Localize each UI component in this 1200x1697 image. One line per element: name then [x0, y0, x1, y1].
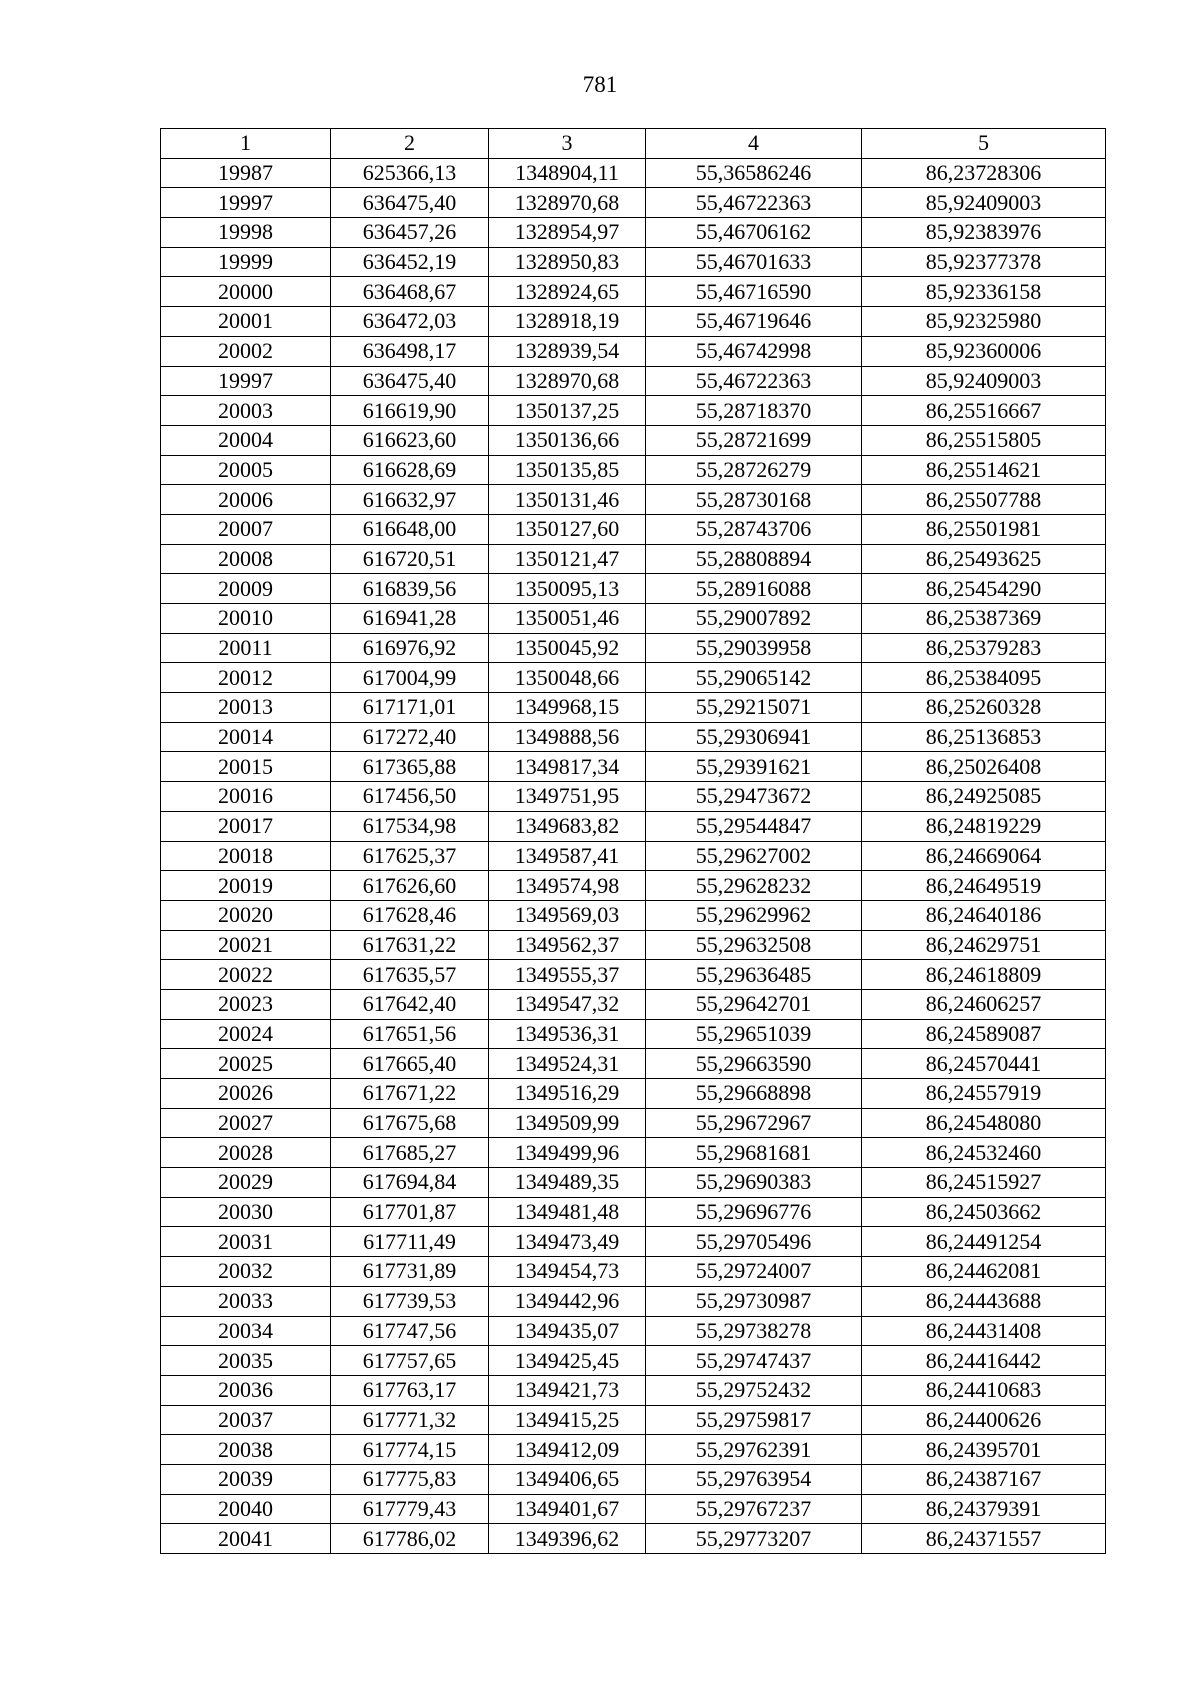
- table-cell: 1349481,48: [489, 1197, 646, 1227]
- table-cell: 616619,90: [331, 396, 489, 426]
- table-cell: 20021: [161, 930, 331, 960]
- table-cell: 55,29642701: [646, 989, 862, 1019]
- table-cell: 1350048,66: [489, 663, 646, 693]
- table-cell: 617171,01: [331, 693, 489, 723]
- column-header-1: 1: [161, 129, 331, 159]
- table-cell: 1328939,54: [489, 336, 646, 366]
- table-cell: 86,24669064: [862, 841, 1106, 871]
- table-cell: 19998: [161, 218, 331, 248]
- table-cell: 55,29762391: [646, 1435, 862, 1465]
- table-cell: 55,29681681: [646, 1138, 862, 1168]
- table-cell: 20004: [161, 425, 331, 455]
- table-cell: 55,28743706: [646, 514, 862, 544]
- table-row: [161, 752, 1106, 782]
- table-cell: 1349473,49: [489, 1227, 646, 1257]
- table-cell: 86,25379283: [862, 633, 1106, 663]
- table-cell: 20017: [161, 811, 331, 841]
- table-cell: 617665,40: [331, 1049, 489, 1079]
- table-cell: 86,24395701: [862, 1435, 1106, 1465]
- table-row: [161, 425, 1106, 455]
- table-row: [161, 1375, 1106, 1405]
- table-cell: 86,24819229: [862, 811, 1106, 841]
- table-cell: 1328924,65: [489, 277, 646, 307]
- table-cell: 1349683,82: [489, 811, 646, 841]
- table-cell: 86,25515805: [862, 425, 1106, 455]
- table-cell: 1349587,41: [489, 841, 646, 871]
- table-cell: 55,28808894: [646, 544, 862, 574]
- table-cell: 617757,65: [331, 1346, 489, 1376]
- table-cell: 1349968,15: [489, 693, 646, 723]
- table-cell: 55,29306941: [646, 722, 862, 752]
- table-cell: 1349421,73: [489, 1375, 646, 1405]
- table-cell: 20009: [161, 574, 331, 604]
- table-row: [161, 1286, 1106, 1316]
- table-body: [161, 158, 1106, 1553]
- table-cell: 617534,98: [331, 811, 489, 841]
- table-cell: 1350051,46: [489, 604, 646, 634]
- table-cell: 20006: [161, 485, 331, 515]
- table-cell: 55,29627002: [646, 841, 862, 871]
- table-cell: 86,24379391: [862, 1494, 1106, 1524]
- header-row: [161, 129, 1106, 159]
- table-cell: 1349562,37: [489, 930, 646, 960]
- table-cell: 1328954,97: [489, 218, 646, 248]
- table-cell: 617626,60: [331, 871, 489, 901]
- table-cell: 1349425,45: [489, 1346, 646, 1376]
- table-cell: 86,24387167: [862, 1464, 1106, 1494]
- table-cell: 85,92383976: [862, 218, 1106, 248]
- table-cell: 20027: [161, 1108, 331, 1138]
- table-cell: 86,25514621: [862, 455, 1106, 485]
- table-cell: 1350137,25: [489, 396, 646, 426]
- table-cell: 636457,26: [331, 218, 489, 248]
- table-cell: 617365,88: [331, 752, 489, 782]
- table-cell: 1350095,13: [489, 574, 646, 604]
- table-cell: 616976,92: [331, 633, 489, 663]
- table-cell: 1350131,46: [489, 485, 646, 515]
- table-row: [161, 693, 1106, 723]
- table-cell: 636475,40: [331, 366, 489, 396]
- table-cell: 86,24431408: [862, 1316, 1106, 1346]
- table-cell: 86,25136853: [862, 722, 1106, 752]
- table-cell: 86,24925085: [862, 782, 1106, 812]
- table-cell: 86,25507788: [862, 485, 1106, 515]
- table-cell: 617685,27: [331, 1138, 489, 1168]
- table-cell: 19987: [161, 158, 331, 188]
- table-cell: 636472,03: [331, 307, 489, 337]
- table-row: [161, 900, 1106, 930]
- table-cell: 20012: [161, 663, 331, 693]
- table-cell: 20038: [161, 1435, 331, 1465]
- table-cell: 20007: [161, 514, 331, 544]
- table-cell: 55,46706162: [646, 218, 862, 248]
- table-cell: 55,46722363: [646, 366, 862, 396]
- table-cell: 617774,15: [331, 1435, 489, 1465]
- table-cell: 1350136,66: [489, 425, 646, 455]
- table-cell: 86,24606257: [862, 989, 1106, 1019]
- column-header-3: 3: [489, 129, 646, 159]
- table-cell: 55,29473672: [646, 782, 862, 812]
- table-cell: 1348904,11: [489, 158, 646, 188]
- table-cell: 86,24371557: [862, 1524, 1106, 1554]
- table-cell: 617775,83: [331, 1464, 489, 1494]
- table-cell: 85,92336158: [862, 277, 1106, 307]
- table-cell: 1328970,68: [489, 188, 646, 218]
- table-cell: 1349435,07: [489, 1316, 646, 1346]
- table-cell: 86,24640186: [862, 900, 1106, 930]
- table-cell: 20008: [161, 544, 331, 574]
- table-cell: 20024: [161, 1019, 331, 1049]
- table-cell: 617671,22: [331, 1079, 489, 1109]
- table-row: [161, 188, 1106, 218]
- table-cell: 1349454,73: [489, 1257, 646, 1287]
- table-cell: 1328918,19: [489, 307, 646, 337]
- table-row: [161, 514, 1106, 544]
- table-cell: 86,25026408: [862, 752, 1106, 782]
- table-cell: 617004,99: [331, 663, 489, 693]
- table-row: [161, 871, 1106, 901]
- table-cell: 55,29663590: [646, 1049, 862, 1079]
- table-cell: 20036: [161, 1375, 331, 1405]
- table-cell: 1328950,83: [489, 247, 646, 277]
- table-cell: 86,24410683: [862, 1375, 1106, 1405]
- table-cell: 20015: [161, 752, 331, 782]
- table-cell: 617763,17: [331, 1375, 489, 1405]
- table-cell: 85,92409003: [862, 366, 1106, 396]
- table-cell: 86,25454290: [862, 574, 1106, 604]
- column-header-5: 5: [862, 129, 1106, 159]
- table-cell: 1349415,25: [489, 1405, 646, 1435]
- table-cell: 1350045,92: [489, 633, 646, 663]
- table-cell: 20030: [161, 1197, 331, 1227]
- table-cell: 86,24515927: [862, 1168, 1106, 1198]
- table-row: [161, 307, 1106, 337]
- table-cell: 20033: [161, 1286, 331, 1316]
- table-cell: 86,24557919: [862, 1079, 1106, 1109]
- table-cell: 20003: [161, 396, 331, 426]
- table-cell: 616623,60: [331, 425, 489, 455]
- table-cell: 20020: [161, 900, 331, 930]
- table-cell: 86,24491254: [862, 1227, 1106, 1257]
- table-cell: 55,46716590: [646, 277, 862, 307]
- table-cell: 1350135,85: [489, 455, 646, 485]
- table-cell: 55,29759817: [646, 1405, 862, 1435]
- table-cell: 20000: [161, 277, 331, 307]
- table-cell: 20040: [161, 1494, 331, 1524]
- table-cell: 55,29696776: [646, 1197, 862, 1227]
- table-row: [161, 277, 1106, 307]
- table-row: [161, 722, 1106, 752]
- table-cell: 85,92377378: [862, 247, 1106, 277]
- table-cell: 55,29724007: [646, 1257, 862, 1287]
- table-cell: 86,24503662: [862, 1197, 1106, 1227]
- table-cell: 86,24548080: [862, 1108, 1106, 1138]
- table-cell: 636468,67: [331, 277, 489, 307]
- table-cell: 86,25516667: [862, 396, 1106, 426]
- table-cell: 19997: [161, 188, 331, 218]
- table-row: [161, 841, 1106, 871]
- table-cell: 636475,40: [331, 188, 489, 218]
- table-row: [161, 1079, 1106, 1109]
- table-cell: 616941,28: [331, 604, 489, 634]
- coordinates-table: [160, 128, 1106, 1554]
- table-row: [161, 1494, 1106, 1524]
- table-cell: 617711,49: [331, 1227, 489, 1257]
- table-cell: 86,25501981: [862, 514, 1106, 544]
- table-cell: 1349574,98: [489, 871, 646, 901]
- table-cell: 85,92360006: [862, 336, 1106, 366]
- table-cell: 86,24649519: [862, 871, 1106, 901]
- table-cell: 55,29730987: [646, 1286, 862, 1316]
- table-cell: 617731,89: [331, 1257, 489, 1287]
- table-cell: 617701,87: [331, 1197, 489, 1227]
- table-row: [161, 1019, 1106, 1049]
- table-row: [161, 930, 1106, 960]
- table-row: [161, 960, 1106, 990]
- table-cell: 55,29629962: [646, 900, 862, 930]
- table-cell: 20031: [161, 1227, 331, 1257]
- table-cell: 86,24416442: [862, 1346, 1106, 1376]
- table-cell: 55,36586246: [646, 158, 862, 188]
- table-cell: 20032: [161, 1257, 331, 1287]
- table-cell: 617625,37: [331, 841, 489, 871]
- table-cell: 20016: [161, 782, 331, 812]
- table-row: [161, 1197, 1106, 1227]
- table-cell: 20037: [161, 1405, 331, 1435]
- table-row: [161, 1049, 1106, 1079]
- table-cell: 1349401,67: [489, 1494, 646, 1524]
- table-cell: 55,29636485: [646, 960, 862, 990]
- table-cell: 20014: [161, 722, 331, 752]
- table-cell: 86,24462081: [862, 1257, 1106, 1287]
- table-cell: 86,24400626: [862, 1405, 1106, 1435]
- table-row: [161, 782, 1106, 812]
- table-cell: 1349489,35: [489, 1168, 646, 1198]
- table-cell: 55,29391621: [646, 752, 862, 782]
- table-cell: 617456,50: [331, 782, 489, 812]
- table-cell: 20022: [161, 960, 331, 990]
- table-row: [161, 1138, 1106, 1168]
- table-cell: 55,29215071: [646, 693, 862, 723]
- table-row: [161, 633, 1106, 663]
- table-row: [161, 336, 1106, 366]
- table-cell: 616628,69: [331, 455, 489, 485]
- table-header: [161, 129, 1106, 159]
- table-cell: 20039: [161, 1464, 331, 1494]
- table-cell: 20010: [161, 604, 331, 634]
- table-cell: 55,29628232: [646, 871, 862, 901]
- table-cell: 55,29763954: [646, 1464, 862, 1494]
- table-row: [161, 1435, 1106, 1465]
- table-cell: 55,29767237: [646, 1494, 862, 1524]
- table-cell: 1349396,62: [489, 1524, 646, 1554]
- table-cell: 617631,22: [331, 930, 489, 960]
- table-row: [161, 396, 1106, 426]
- page-number: 781: [582, 72, 618, 97]
- table-cell: 19999: [161, 247, 331, 277]
- table-cell: 55,29705496: [646, 1227, 862, 1257]
- table-cell: 20013: [161, 693, 331, 723]
- table-cell: 617272,40: [331, 722, 489, 752]
- table-cell: 636498,17: [331, 336, 489, 366]
- column-header-2: 2: [331, 129, 489, 159]
- table-cell: 617635,57: [331, 960, 489, 990]
- table-cell: 20019: [161, 871, 331, 901]
- table-cell: 55,28730168: [646, 485, 862, 515]
- table-row: [161, 544, 1106, 574]
- table-cell: 616839,56: [331, 574, 489, 604]
- table-cell: 617651,56: [331, 1019, 489, 1049]
- table-cell: 20028: [161, 1138, 331, 1168]
- table-cell: 616720,51: [331, 544, 489, 574]
- table-cell: 617675,68: [331, 1108, 489, 1138]
- table-cell: 20026: [161, 1079, 331, 1109]
- table-cell: 20001: [161, 307, 331, 337]
- table-cell: 55,29773207: [646, 1524, 862, 1554]
- table-cell: 20018: [161, 841, 331, 871]
- table-cell: 636452,19: [331, 247, 489, 277]
- table-cell: 55,29651039: [646, 1019, 862, 1049]
- table-row: [161, 1464, 1106, 1494]
- table-cell: 86,25384095: [862, 663, 1106, 693]
- table-cell: 55,29672967: [646, 1108, 862, 1138]
- table-cell: 55,46722363: [646, 188, 862, 218]
- table-cell: 1350121,47: [489, 544, 646, 574]
- table-cell: 1349555,37: [489, 960, 646, 990]
- table-row: [161, 1257, 1106, 1287]
- table-cell: 1349817,34: [489, 752, 646, 782]
- table-cell: 625366,13: [331, 158, 489, 188]
- table-cell: 1349442,96: [489, 1286, 646, 1316]
- table-row: [161, 1227, 1106, 1257]
- table-cell: 55,29039958: [646, 633, 862, 663]
- table-cell: 86,24570441: [862, 1049, 1106, 1079]
- table-cell: 86,25260328: [862, 693, 1106, 723]
- table-row: [161, 1108, 1106, 1138]
- table-cell: 55,29065142: [646, 663, 862, 693]
- table-cell: 55,29747437: [646, 1346, 862, 1376]
- table-cell: 55,29544847: [646, 811, 862, 841]
- table-row: [161, 247, 1106, 277]
- table-cell: 86,24618809: [862, 960, 1106, 990]
- table-cell: 55,46742998: [646, 336, 862, 366]
- table-cell: 1328970,68: [489, 366, 646, 396]
- table-cell: 20035: [161, 1346, 331, 1376]
- table-row: [161, 1316, 1106, 1346]
- table-cell: 617642,40: [331, 989, 489, 1019]
- table-row: [161, 604, 1106, 634]
- table-cell: 55,29632508: [646, 930, 862, 960]
- table-cell: 86,24589087: [862, 1019, 1106, 1049]
- column-header-4: 4: [646, 129, 862, 159]
- table-cell: 86,24629751: [862, 930, 1106, 960]
- table-cell: 617694,84: [331, 1168, 489, 1198]
- table-cell: 617771,32: [331, 1405, 489, 1435]
- table-cell: 86,24532460: [862, 1138, 1106, 1168]
- table-cell: 617628,46: [331, 900, 489, 930]
- table-cell: 55,46719646: [646, 307, 862, 337]
- table-row: [161, 455, 1106, 485]
- table-row: [161, 574, 1106, 604]
- table-cell: 86,23728306: [862, 158, 1106, 188]
- table-cell: 616648,00: [331, 514, 489, 544]
- table-cell: 20023: [161, 989, 331, 1019]
- table-cell: 85,92409003: [862, 188, 1106, 218]
- table-cell: 617786,02: [331, 1524, 489, 1554]
- table-cell: 55,46701633: [646, 247, 862, 277]
- table-row: [161, 1346, 1106, 1376]
- table-cell: 617739,53: [331, 1286, 489, 1316]
- table-cell: 55,29738278: [646, 1316, 862, 1346]
- table-cell: 55,29752432: [646, 1375, 862, 1405]
- table-cell: 1349888,56: [489, 722, 646, 752]
- table-cell: 20034: [161, 1316, 331, 1346]
- table-cell: 1349569,03: [489, 900, 646, 930]
- table-cell: 20025: [161, 1049, 331, 1079]
- table-cell: 20005: [161, 455, 331, 485]
- table-row: [161, 1168, 1106, 1198]
- table-cell: 55,28721699: [646, 425, 862, 455]
- table-cell: 1349516,29: [489, 1079, 646, 1109]
- table-cell: 1349406,65: [489, 1464, 646, 1494]
- table-cell: 85,92325980: [862, 307, 1106, 337]
- table-cell: 617747,56: [331, 1316, 489, 1346]
- table-cell: 1349547,32: [489, 989, 646, 1019]
- table-cell: 86,25387369: [862, 604, 1106, 634]
- table-cell: 55,29690383: [646, 1168, 862, 1198]
- table-cell: 617779,43: [331, 1494, 489, 1524]
- table-cell: 20041: [161, 1524, 331, 1554]
- table-cell: 55,28916088: [646, 574, 862, 604]
- table-cell: 55,28726279: [646, 455, 862, 485]
- table-row: [161, 1524, 1106, 1554]
- table-cell: 1349499,96: [489, 1138, 646, 1168]
- table-row: [161, 485, 1106, 515]
- table-cell: 1349751,95: [489, 782, 646, 812]
- table-cell: 19997: [161, 366, 331, 396]
- table-cell: 1350127,60: [489, 514, 646, 544]
- table-cell: 55,29668898: [646, 1079, 862, 1109]
- table-row: [161, 1405, 1106, 1435]
- table-row: [161, 989, 1106, 1019]
- table-cell: 86,25493625: [862, 544, 1106, 574]
- table-cell: 1349524,31: [489, 1049, 646, 1079]
- table-cell: 1349536,31: [489, 1019, 646, 1049]
- table-cell: 55,28718370: [646, 396, 862, 426]
- table-row: [161, 158, 1106, 188]
- table-cell: 1349412,09: [489, 1435, 646, 1465]
- table-cell: 1349509,99: [489, 1108, 646, 1138]
- table-cell: 20002: [161, 336, 331, 366]
- table-row: [161, 366, 1106, 396]
- table-cell: 55,29007892: [646, 604, 862, 634]
- table-row: [161, 663, 1106, 693]
- table-row: [161, 218, 1106, 248]
- table-cell: 86,24443688: [862, 1286, 1106, 1316]
- table-cell: 20011: [161, 633, 331, 663]
- table-cell: 616632,97: [331, 485, 489, 515]
- table-row: [161, 811, 1106, 841]
- table-cell: 20029: [161, 1168, 331, 1198]
